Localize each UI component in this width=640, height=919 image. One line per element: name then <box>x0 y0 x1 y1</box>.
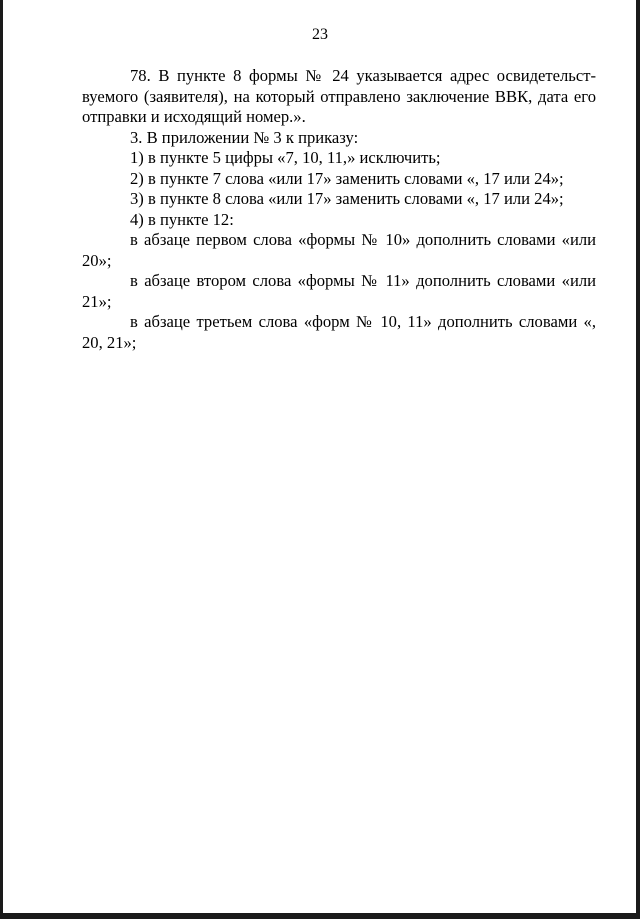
paragraph-item-1: 1) в пункте 5 цифры «7, 10, 11,» исключить; <box>130 148 441 167</box>
paragraph-item-3: 3) в пункте 8 слова «или 17» заменить словами «, 17 или 24»; <box>130 189 564 208</box>
paragraph-item-2: 2) в пункте 7 слова «или 17» заменить словами «, 17 или 24»; <box>130 168 564 188</box>
paragraph-third-abzats: в абзаце третьем слова «форм № 10, 11» дополнить словами «, 20, 21»; <box>82 312 596 352</box>
paragraph-second-abzats: в абзаце втором слова «формы № 11» дополнить словами «или 21»; <box>82 271 596 311</box>
paragraph-item-4: 4) в пункте 12: <box>130 209 234 229</box>
scan-edge-left <box>0 0 3 919</box>
page-number: 23 <box>312 26 328 43</box>
scan-edge-bottom <box>0 913 640 919</box>
scan-edge-right <box>636 0 640 919</box>
paragraph-78: 78. В пункте 8 формы № 24 указывается адрес освидетельст-вуемого (заявителя), на который отправлено заключение ВВК, дата его отправки и исходящий номер.». <box>82 66 596 126</box>
paragraph-first-abzats: в абзаце первом слова «формы № 10» дополнить словами «или 20»; <box>82 230 596 270</box>
document-body <box>82 66 596 353</box>
paragraph-appendix-3: 3. В приложении № 3 к приказу: <box>130 127 359 147</box>
